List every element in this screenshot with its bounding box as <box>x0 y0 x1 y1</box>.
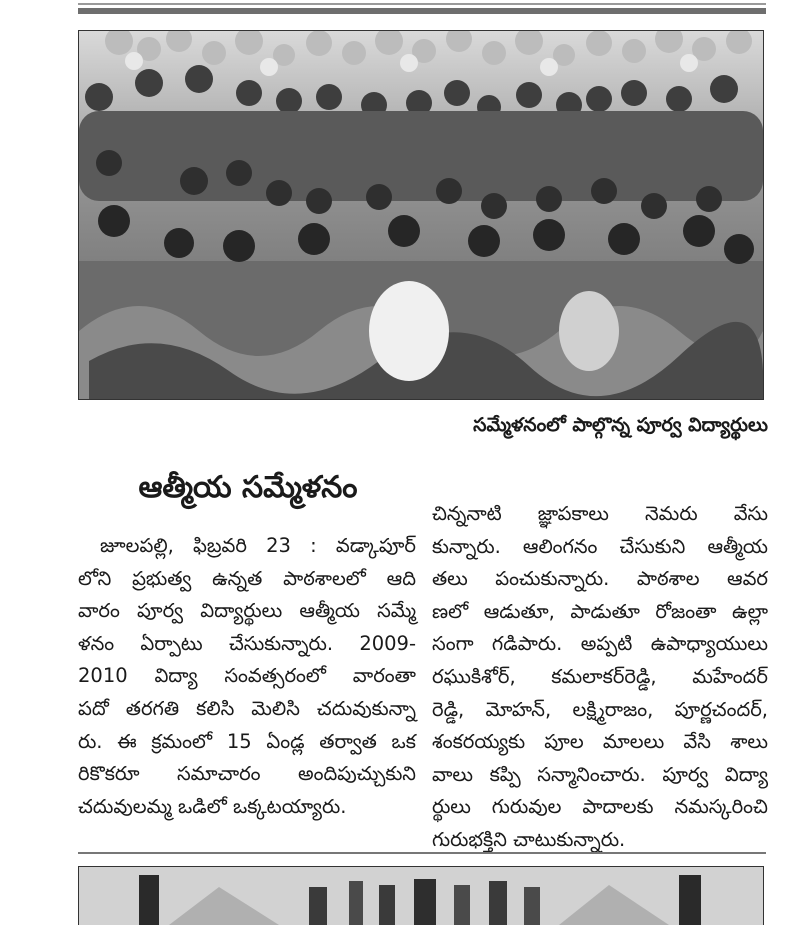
group-photo <box>78 30 764 400</box>
article-line: పదో తరగతి కలిసి మెలిసి చదువుకున్నా <box>78 696 416 720</box>
article-line: రెడ్డి, మోహన్, లక్ష్మిరాజం, పూర్ణచందర్, <box>432 697 768 721</box>
article-column-left <box>78 530 416 823</box>
crowd-front-row <box>79 205 763 399</box>
article-line: గురుభక్తిని చాటుకున్నారు. <box>432 827 626 851</box>
next-article-photo-illustration <box>79 867 763 925</box>
article-line: చిన్ననాటి జ్ఞాపకాలు నెమరు వేసు <box>432 502 768 525</box>
article-line: 2010 విద్యా సంవత్సరంలో వారంతా <box>78 664 416 688</box>
article-line: కున్నారు. ఆలింగనం చేసుకుని ఆత్మీయ <box>432 534 768 558</box>
article-line: వారం పూర్వ విద్యార్థులు ఆత్మీయ సమ్మే <box>78 599 416 623</box>
article-line: చదువులమ్మ ఒడిలో ఒక్కటయ్యారు. <box>78 794 347 818</box>
article-line: శంకరయ్యకు పూల మాలలు వేసి శాలు <box>432 730 768 754</box>
bottom-rule <box>78 852 766 854</box>
article-headline: ఆత్మీయ సమ్మేళనం <box>138 470 358 505</box>
article-line: సంగా గడిపారు. అప్పటి ఉపాధ్యాయులు <box>432 632 768 656</box>
group-photo-illustration <box>79 31 763 399</box>
article-line: ర్థులు గురువుల పాదాలకు నమస్కరించి <box>432 795 768 819</box>
article-line: రికొకరూ సమాచారం అందిపుచ్చుకుని <box>78 762 416 786</box>
crowd-back-row <box>85 65 738 119</box>
article-line: రు. ఈ క్రమంలో 15 ఏండ్ల తర్వాత ఒక <box>78 729 416 753</box>
top-rule <box>78 3 766 5</box>
next-article-photo <box>78 866 764 925</box>
article-line: తలు పంచుకున్నారు. పాఠశాల ఆవర <box>432 567 768 591</box>
article-line: రఘుకిశోర్, కమలాకర్‌రెడ్డి, మహేందర్ <box>432 664 768 688</box>
article-line: వాలు కప్పి సన్మానించారు. పూర్వ విద్యా <box>432 762 768 786</box>
article-line: ళనం ఏర్పాటు చేసుకున్నారు. 2009- <box>78 631 416 655</box>
article-line: ణలో ఆడుతూ, పాడుతూ రోజంతా ఉల్లా <box>432 599 768 623</box>
article-column-right <box>432 498 768 857</box>
balloon-decorations <box>105 31 752 66</box>
article-line: జూలపల్లి, ఫిబ్రవరి 23 : వడ్కాపూర్ <box>100 534 416 557</box>
top-rule-thick <box>78 8 766 14</box>
photo-caption: సమ్మేళనంలో పాల్గొన్న పూర్వ విద్యార్థులు <box>473 414 768 436</box>
article-line: లోని ప్రభుత్వ ఉన్నత పాఠశాలలో ఆది <box>78 566 416 590</box>
